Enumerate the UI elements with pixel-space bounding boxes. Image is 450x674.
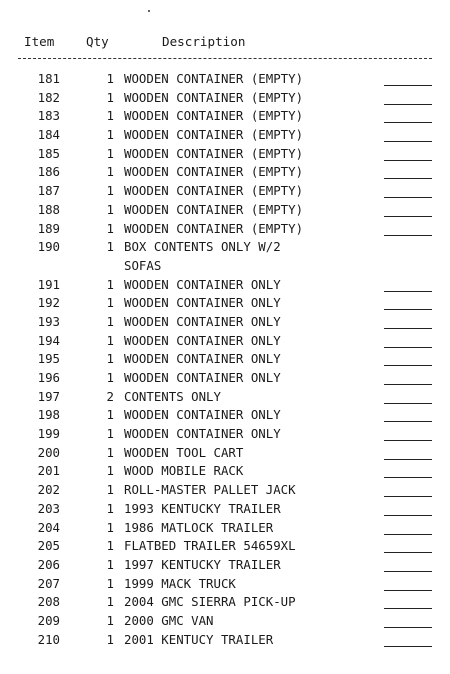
- item-number: 204: [37, 519, 60, 535]
- item-number: 201: [37, 463, 60, 479]
- fill-in-blank-line: [384, 141, 432, 142]
- table-row: [0, 107, 450, 126]
- table-row: [0, 519, 450, 538]
- table-row: [0, 163, 450, 182]
- item-description: CONTENTS ONLY: [124, 388, 221, 404]
- item-number: 202: [37, 482, 60, 498]
- item-description: FLATBED TRAILER 54659XL: [124, 538, 296, 554]
- table-row: [0, 593, 450, 612]
- table-row: [0, 313, 450, 332]
- item-quantity: 1: [106, 407, 114, 423]
- item-quantity: 1: [106, 295, 114, 311]
- item-description: WOODEN TOOL CART: [124, 444, 244, 460]
- fill-in-blank-line: [384, 440, 432, 441]
- item-number: 210: [37, 631, 60, 647]
- item-description: 2004 GMC SIERRA PICK-UP: [124, 594, 296, 610]
- item-quantity: 1: [106, 108, 114, 124]
- item-number: 187: [37, 183, 60, 199]
- table-row: [0, 444, 450, 463]
- item-number: 199: [37, 426, 60, 442]
- item-number: 184: [37, 127, 60, 143]
- item-quantity: 1: [106, 612, 114, 628]
- fill-in-blank-line: [384, 328, 432, 329]
- item-description: WOODEN CONTAINER ONLY: [124, 295, 281, 311]
- item-quantity: 1: [106, 332, 114, 348]
- fill-in-blank-line: [384, 608, 432, 609]
- item-description: WOODEN CONTAINER ONLY: [124, 332, 281, 348]
- item-number: 181: [37, 71, 60, 86]
- item-description: WOODEN CONTAINER (EMPTY): [124, 220, 304, 236]
- item-quantity: 1: [106, 220, 114, 236]
- item-description: WOODEN CONTAINER (EMPTY): [124, 127, 304, 143]
- description-column-header: Description: [162, 34, 246, 49]
- table-row: [0, 276, 450, 295]
- table-row: [0, 89, 450, 108]
- table-row: [0, 350, 450, 369]
- table-row: [0, 332, 450, 351]
- item-quantity: 1: [106, 444, 114, 460]
- item-number: 186: [37, 164, 60, 180]
- table-row: [0, 238, 450, 275]
- fill-in-blank-line: [384, 403, 432, 404]
- item-description: 1997 KENTUCKY TRAILER: [124, 556, 281, 572]
- item-number: 203: [37, 500, 60, 516]
- table-row: [0, 425, 450, 444]
- item-quantity: 1: [106, 145, 114, 161]
- fill-in-blank-line: [384, 347, 432, 348]
- fill-in-blank-line: [384, 571, 432, 572]
- item-quantity: 1: [106, 164, 114, 180]
- item-number: 206: [37, 556, 60, 572]
- item-description: ROLL-MASTER PALLET JACK: [124, 482, 296, 498]
- item-number: 207: [37, 575, 60, 591]
- fill-in-blank-line: [384, 515, 432, 516]
- item-quantity: 1: [106, 351, 114, 367]
- item-quantity: 1: [106, 89, 114, 105]
- item-quantity: 1: [106, 500, 114, 516]
- item-quantity: 1: [106, 463, 114, 479]
- item-number: 194: [37, 332, 60, 348]
- table-row: [0, 406, 450, 425]
- fill-in-blank-line: [384, 421, 432, 422]
- item-description: 1993 KENTUCKY TRAILER: [124, 500, 281, 516]
- fill-in-blank-line: [384, 384, 432, 385]
- qty-column-header: Qty: [86, 34, 109, 49]
- item-number: 190: [37, 239, 60, 255]
- fill-in-blank-line: [384, 646, 432, 647]
- item-description: WOODEN CONTAINER (EMPTY): [124, 71, 304, 86]
- item-description: WOODEN CONTAINER (EMPTY): [124, 89, 304, 105]
- item-description: WOODEN CONTAINER ONLY: [124, 407, 281, 423]
- fill-in-blank-line: [384, 309, 432, 310]
- item-quantity: 1: [106, 538, 114, 554]
- item-quantity: 1: [106, 482, 114, 498]
- item-description: WOODEN CONTAINER (EMPTY): [124, 201, 304, 217]
- item-description: WOODEN CONTAINER (EMPTY): [124, 145, 304, 161]
- item-description: 1999 MACK TRUCK: [124, 575, 236, 591]
- table-row: [0, 537, 450, 556]
- fill-in-blank-line: [384, 365, 432, 366]
- item-quantity: 1: [106, 127, 114, 143]
- table-row: [0, 500, 450, 519]
- item-quantity: 1: [106, 71, 114, 86]
- item-number: 193: [37, 313, 60, 329]
- table-row: [0, 201, 450, 220]
- fill-in-blank-line: [384, 496, 432, 497]
- item-quantity: 1: [106, 239, 114, 255]
- item-quantity: 1: [106, 426, 114, 442]
- fill-in-blank-line: [384, 178, 432, 179]
- item-quantity: 2: [106, 388, 114, 404]
- item-description: WOODEN CONTAINER (EMPTY): [124, 164, 304, 180]
- item-description: 1986 MATLOCK TRAILER: [124, 519, 274, 535]
- item-quantity: 1: [106, 631, 114, 647]
- item-quantity: 1: [106, 575, 114, 591]
- header-separator: [18, 58, 432, 59]
- item-number: 183: [37, 108, 60, 124]
- item-quantity: 1: [106, 519, 114, 535]
- item-number: 196: [37, 370, 60, 386]
- table-row: [0, 462, 450, 481]
- fill-in-blank-line: [384, 197, 432, 198]
- item-number: 189: [37, 220, 60, 236]
- fill-in-blank-line: [384, 122, 432, 123]
- item-description: 2001 KENTUCY TRAILER: [124, 631, 274, 647]
- item-quantity: 1: [106, 370, 114, 386]
- fill-in-blank-line: [384, 104, 432, 105]
- fill-in-blank-line: [384, 590, 432, 591]
- item-quantity: 1: [106, 556, 114, 572]
- table-row: [0, 70, 450, 89]
- item-description: WOODEN CONTAINER ONLY: [124, 276, 281, 292]
- fill-in-blank-line: [384, 160, 432, 161]
- item-number: 191: [37, 276, 60, 292]
- table-row: [0, 369, 450, 388]
- fill-in-blank-line: [384, 216, 432, 217]
- item-description: WOODEN CONTAINER ONLY: [124, 426, 281, 442]
- table-row: [0, 481, 450, 500]
- table-row: [0, 556, 450, 575]
- fill-in-blank-line: [384, 459, 432, 460]
- item-quantity: 1: [106, 276, 114, 292]
- item-quantity: 1: [106, 183, 114, 199]
- item-description: WOODEN CONTAINER ONLY: [124, 370, 281, 386]
- stray-mark: [148, 10, 150, 12]
- item-number: 188: [37, 201, 60, 217]
- item-number: 208: [37, 594, 60, 610]
- table-row: [0, 631, 450, 650]
- item-number: 195: [37, 351, 60, 367]
- item-number: 197: [37, 388, 60, 404]
- item-number: 209: [37, 612, 60, 628]
- item-number: 182: [37, 89, 60, 105]
- item-quantity: 1: [106, 594, 114, 610]
- fill-in-blank-line: [384, 534, 432, 535]
- item-column-header: Item: [24, 34, 55, 49]
- item-description: WOODEN CONTAINER (EMPTY): [124, 108, 304, 124]
- fill-in-blank-line: [384, 235, 432, 236]
- fill-in-blank-line: [384, 627, 432, 628]
- item-description: WOODEN CONTAINER (EMPTY): [124, 183, 304, 199]
- table-row: [0, 612, 450, 631]
- table-row: [0, 126, 450, 145]
- table-row: [0, 388, 450, 407]
- table-row: [0, 182, 450, 201]
- fill-in-blank-line: [384, 477, 432, 478]
- table-row: [0, 294, 450, 313]
- table-row: [0, 145, 450, 164]
- item-list: [0, 70, 450, 649]
- fill-in-blank-line: [384, 85, 432, 86]
- item-description: BOX CONTENTS ONLY W/2 SOFAS: [124, 239, 281, 273]
- item-quantity: 1: [106, 313, 114, 329]
- item-quantity: 1: [106, 201, 114, 217]
- item-number: 200: [37, 444, 60, 460]
- table-row: [0, 575, 450, 594]
- item-description: WOOD MOBILE RACK: [124, 463, 244, 479]
- item-number: 192: [37, 295, 60, 311]
- item-number: 205: [37, 538, 60, 554]
- item-number: 185: [37, 145, 60, 161]
- item-description: WOODEN CONTAINER ONLY: [124, 313, 281, 329]
- item-description: 2000 GMC VAN: [124, 612, 214, 628]
- fill-in-blank-line: [384, 552, 432, 553]
- fill-in-blank-line: [384, 291, 432, 292]
- item-description: WOODEN CONTAINER ONLY: [124, 351, 281, 367]
- item-number: 198: [37, 407, 60, 423]
- table-row: [0, 220, 450, 239]
